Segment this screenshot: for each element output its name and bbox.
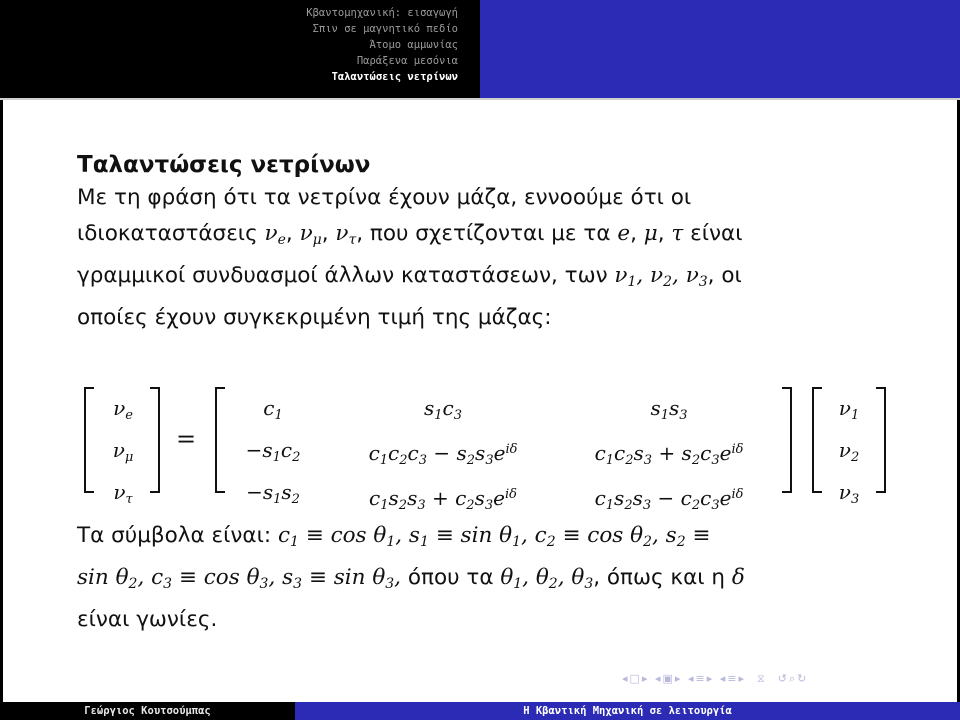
nav-section-prev-icon[interactable]: ◂ [687,672,696,685]
footer-talk-title: Η Κβαντική Μηχανική σε λειτουργία [295,702,960,720]
math-definitions-2: $\sin \theta_2$, $c_3 \equiv \cos \theta_3$, $s_3 \equiv \sin \theta_3$, [77,565,401,593]
math-nu-tau: $\nu_\tau$ [335,221,357,249]
matrix-bracket-open [215,387,225,493]
nav-presentation-next-icon[interactable]: ▸ [738,672,746,685]
matrix-column-2: $s_1c_3$ $c_1c_2c_3 - s_2s_3e^{i\delta}$ $c_1s_2s_3 + c_2s_3e^{i\delta}$ [368,396,518,513]
nav-search-icon[interactable]: ⌕ [788,672,798,685]
section-navigation [306,5,458,85]
nav-section-strange-mesons[interactable]: Παράξενα μεσόνια [356,55,458,67]
mixing-matrix-equation [80,385,890,513]
math-mu: μ [643,221,658,246]
intro-line-2c: είναι [683,221,743,246]
nav-back-icon[interactable]: ↺ [777,672,789,685]
flavor-vector: $\nu_e$ $\nu_\mu$ $\nu_\tau$ [112,396,134,507]
nav-frame-prev-icon[interactable]: ◂ [622,672,630,685]
math-nu-123: $\nu_1$, $\nu_2$, $\nu_3$ [614,263,708,291]
symbols-line-1-label: Τα σύμβολα είναι: [77,523,272,548]
math-angles: $\theta_1$, $\theta_2$, $\theta_3$ [500,565,594,593]
footer-author: Γεώργιος Κουτσούμπας [0,702,295,720]
beamer-navigation-bar [622,672,808,686]
nav-presentation-icon[interactable]: ≡ [727,672,739,685]
math-nu-mu: $\nu_\mu$ [299,221,322,249]
intro-paragraph: Με τη φράση ότι τα νετρίνα έχουν μάζα, εννοούμε ότι οι ιδιοκαταστάσεις $\nu_e$, $\nu_\mu$, $\nu_\tau$, που σχετίζονται με τα e, μ, τ είναι γραμμικοί συνδυασμοί άλλων καταστάσεων, των $\nu_1$, $\nu_2$, $\nu_3$, οι οποίες έχουν συγκεκριμένη τιμή της μάζας: [77,185,743,331]
header-section-panel [0,0,480,98]
nav-subsection-prev-icon[interactable]: ◂ [654,672,663,685]
math-delta: δ [731,565,745,591]
symbols-line-3: είναι γωνίες. [77,607,218,633]
matrix-column-3: $s_1s_3$ $c_1c_2s_3 + s_2c_3e^{i\delta}$ $c_1s_2s_3 - c_2c_3e^{i\delta}$ [594,396,744,513]
frame-title: Ταλαντώσεις νετρίνων [77,152,371,178]
math-nu-e: $\nu_e$ [264,221,286,249]
intro-line-2a: ιδιοκαταστάσεις [77,221,265,246]
intro-line-3b: , οι [707,263,742,289]
mass-vector: $\nu_1$ $\nu_2$ $\nu_3$ [838,396,860,507]
nav-subsection-next-icon[interactable]: ▸ [674,672,683,685]
intro-line-2b: , που σχετίζονται με τα [356,221,618,246]
symbols-line-2b: , όπως και η [593,565,732,591]
left-vector-bracket-open [84,387,94,493]
nav-frame-next-icon[interactable]: ▸ [641,672,650,685]
symbols-paragraph [77,518,877,638]
nav-subsection-icon[interactable]: ▣ [662,672,675,685]
intro-line-1: Με τη φράση ότι τα νετρίνα έχουν μάζα, εννοούμε ότι οι [77,185,692,210]
nav-section-spin[interactable]: Σπιν σε μαγνητικό πεδίο [312,23,458,35]
nav-presentation-prev-icon[interactable]: ◂ [719,672,728,685]
nav-appendix-icon[interactable]: ⧖ [757,672,767,685]
nav-forward-icon[interactable]: ↻ [797,672,809,685]
nav-section-neutrino-oscillations[interactable]: Ταλαντώσεις νετρίνων [331,71,458,83]
intro-line-4: οποίες έχουν συγκεκριμένη τιμή της μάζας: [77,305,552,331]
matrix-column-1: $c_1$ $-s_1c_2$ $-s_1s_2$ [245,396,301,507]
slide-footer [0,702,960,720]
math-definitions-1: $c_1 \equiv \cos \theta_1$, $s_1 \equiv \sin \theta_1$, $c_2 \equiv \cos \theta_2$, $s_2$ ≡ [277,523,711,551]
symbols-line-2a: όπου τα [407,565,501,591]
equals-sign: = [176,425,197,453]
slide-content [77,150,897,336]
right-vector-bracket-open [812,387,822,493]
intro-line-3a: γραμμικοί συνδυασμοί άλλων καταστάσεων, των [77,263,615,289]
slide-header [0,0,960,98]
nav-section-next-icon[interactable]: ▸ [706,672,715,685]
header-divider [0,98,960,100]
math-tau: τ [671,221,684,246]
matrix-bracket-close [782,387,792,493]
header-subsection-panel [480,0,960,98]
nav-section-quantum-intro[interactable]: Κβαντομηχανική: εισαγωγή [306,7,458,19]
nav-section-ammonia[interactable]: Άτομο αμμωνίας [369,39,458,51]
right-vector-bracket-close [876,387,886,493]
math-leptons: e [617,221,631,246]
nav-section-icon[interactable]: ≡ [695,672,707,685]
left-vector-bracket-close [150,387,160,493]
nav-frame-icon[interactable]: □ [629,672,642,685]
